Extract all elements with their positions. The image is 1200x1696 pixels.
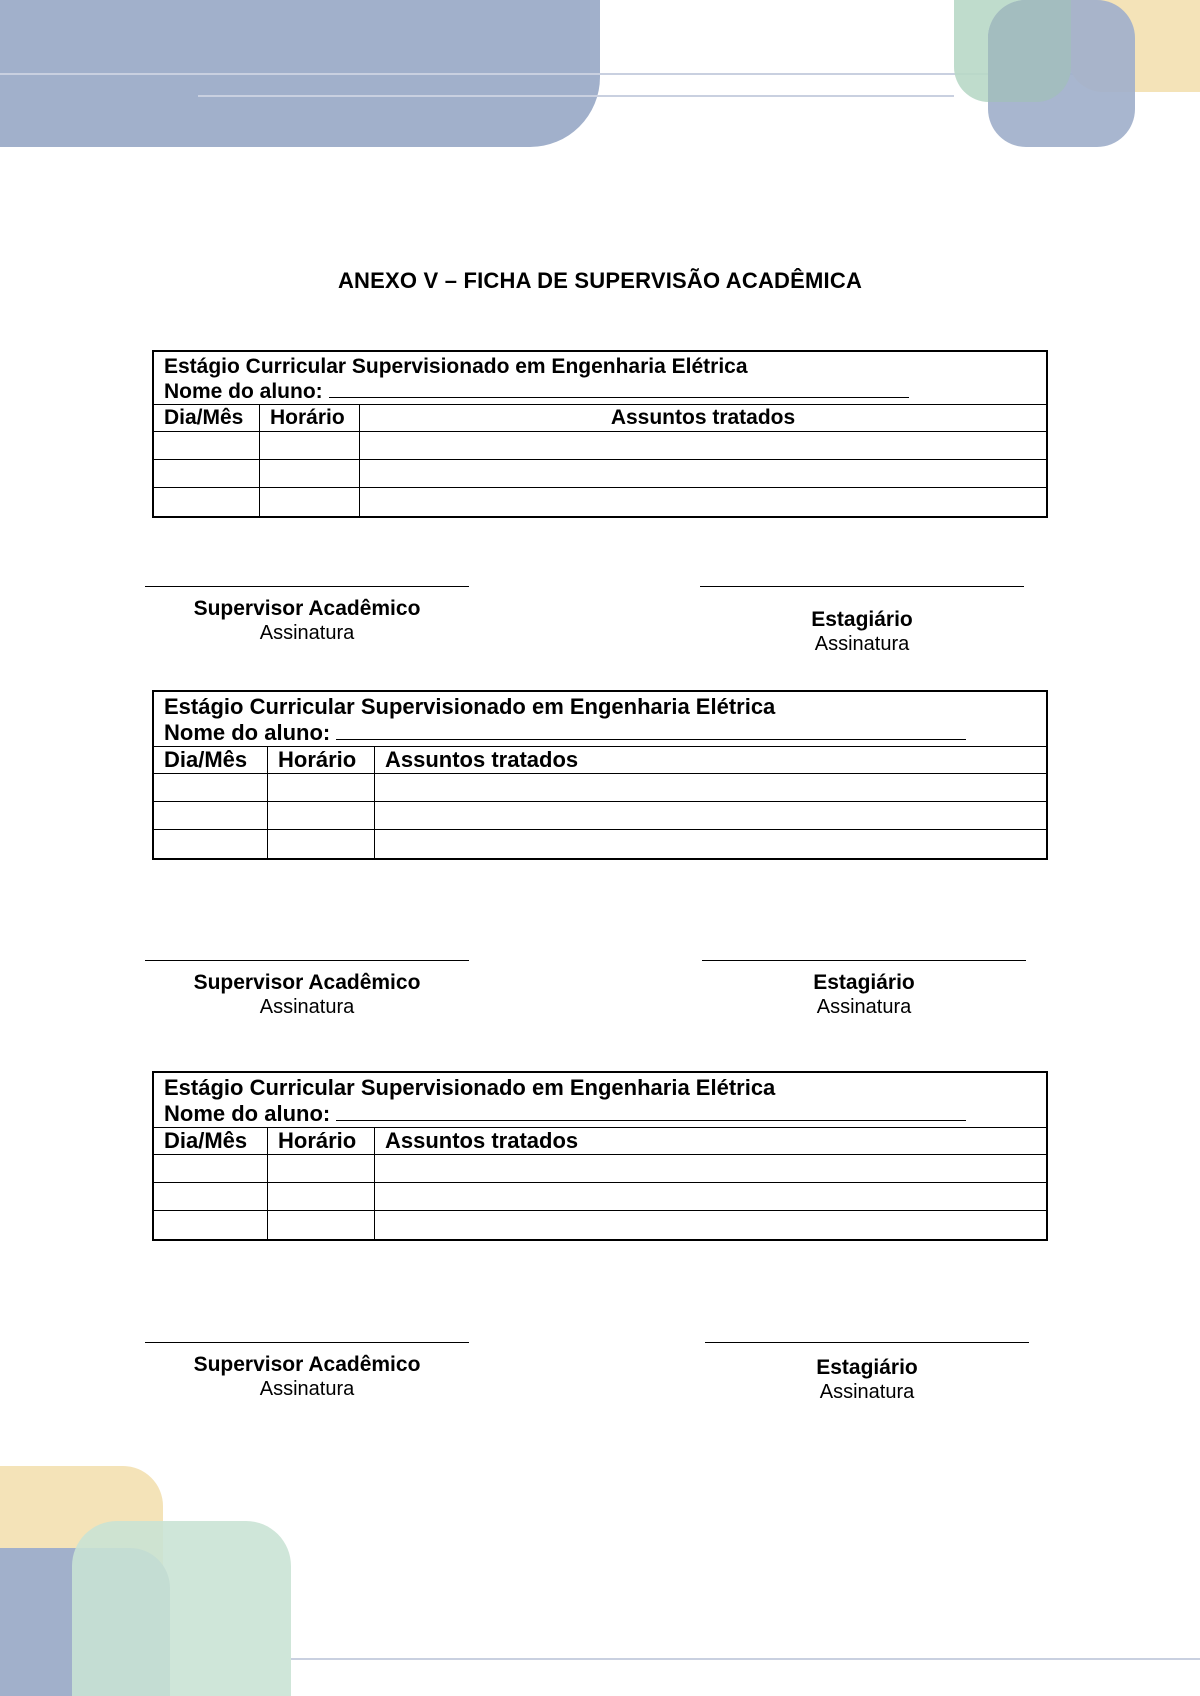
table-row — [154, 1211, 1046, 1239]
table-row — [154, 488, 1046, 516]
subjects-cell[interactable] — [360, 488, 1046, 516]
signature-caption: Assinatura — [814, 633, 910, 655]
form-header — [154, 692, 1046, 747]
signature-role: Supervisor Acadêmico — [193, 597, 421, 620]
form-heading: Estágio Curricular Supervisionado em Engenharia Elétrica — [164, 1075, 776, 1100]
table-row — [154, 802, 1046, 830]
col-day-header: Dia/Mês — [154, 1128, 268, 1154]
signature-line[interactable] — [145, 1342, 469, 1343]
time-cell[interactable] — [260, 460, 360, 487]
form-header — [154, 1073, 1046, 1128]
form-table — [154, 405, 1046, 516]
form-heading: Estágio Curricular Supervisionado em Engenharia Elétrica — [164, 355, 748, 378]
table-row — [154, 830, 1046, 858]
col-time-header: Horário — [260, 405, 360, 431]
subjects-cell[interactable] — [375, 774, 1046, 801]
time-cell[interactable] — [260, 432, 360, 459]
signature-line[interactable] — [702, 960, 1026, 961]
signature-role: Supervisor Acadêmico — [193, 971, 421, 994]
day-cell[interactable] — [154, 460, 260, 487]
form-table — [154, 1128, 1046, 1239]
day-cell[interactable] — [154, 432, 260, 459]
signature-line[interactable] — [700, 586, 1024, 587]
table-row — [154, 432, 1046, 460]
day-cell[interactable] — [154, 1211, 268, 1239]
signature-caption: Assinatura — [259, 996, 355, 1018]
table-header-row — [154, 405, 1046, 432]
table-row — [154, 1183, 1046, 1211]
signature-supervisor-1 — [145, 586, 469, 645]
signature-role: Estagiário — [811, 608, 913, 631]
decor-bottom-line — [291, 1658, 1200, 1660]
subjects-cell[interactable] — [375, 802, 1046, 829]
time-cell[interactable] — [268, 802, 375, 829]
subjects-cell[interactable] — [375, 1211, 1046, 1239]
time-cell[interactable] — [260, 488, 360, 516]
supervision-form-2 — [152, 690, 1048, 860]
col-time-header: Horário — [268, 1128, 375, 1154]
day-cell[interactable] — [154, 1155, 268, 1182]
signature-role: Estagiário — [816, 1356, 918, 1379]
time-cell[interactable] — [268, 774, 375, 801]
decor-top-line-inner — [198, 95, 954, 97]
subjects-cell[interactable] — [360, 432, 1046, 459]
table-row — [154, 774, 1046, 802]
time-cell[interactable] — [268, 1155, 375, 1182]
table-header-row — [154, 1128, 1046, 1155]
col-time-header: Horário — [268, 747, 375, 773]
table-row — [154, 460, 1046, 488]
student-name-row — [164, 379, 1036, 404]
subjects-cell[interactable] — [360, 460, 1046, 487]
student-name-label: Nome do aluno: — [164, 380, 323, 403]
student-name-row — [164, 720, 1036, 746]
day-cell[interactable] — [154, 802, 268, 829]
student-name-field[interactable] — [336, 721, 966, 740]
signature-role: Supervisor Acadêmico — [193, 1353, 421, 1376]
student-name-row — [164, 1101, 1036, 1127]
signature-supervisor-3 — [145, 1342, 469, 1401]
table-row — [154, 1155, 1046, 1183]
subjects-cell[interactable] — [375, 1183, 1046, 1210]
col-day-header: Dia/Mês — [154, 405, 260, 431]
table-header-row — [154, 747, 1046, 774]
signature-caption: Assinatura — [816, 996, 912, 1018]
signature-intern-3 — [705, 1342, 1029, 1404]
col-subjects-header: Assuntos tratados — [385, 747, 579, 772]
signature-intern-2 — [702, 960, 1026, 1019]
form-table — [154, 747, 1046, 858]
subjects-cell[interactable] — [375, 1155, 1046, 1182]
form-heading: Estágio Curricular Supervisionado em Engenharia Elétrica — [164, 694, 776, 719]
student-name-field[interactable] — [336, 1102, 966, 1121]
signature-line[interactable] — [145, 586, 469, 587]
day-cell[interactable] — [154, 1183, 268, 1210]
col-subjects-header: Assuntos tratados — [385, 1128, 579, 1153]
page-title: ANEXO V – FICHA DE SUPERVISÃO ACADÊMICA — [337, 268, 863, 293]
time-cell[interactable] — [268, 1183, 375, 1210]
decor-bottom-green-shape — [72, 1521, 291, 1696]
student-name-label: Nome do aluno: — [164, 720, 331, 745]
signature-role: Estagiário — [813, 971, 915, 994]
supervision-form-1 — [152, 350, 1048, 518]
day-cell[interactable] — [154, 830, 268, 858]
signature-line[interactable] — [705, 1342, 1029, 1343]
signature-caption: Assinatura — [819, 1381, 915, 1403]
form-header — [154, 352, 1046, 405]
time-cell[interactable] — [268, 830, 375, 858]
day-cell[interactable] — [154, 774, 268, 801]
signature-caption: Assinatura — [259, 1378, 355, 1400]
student-name-field[interactable] — [329, 379, 909, 398]
decor-top-overlap-shape — [988, 0, 1071, 102]
day-cell[interactable] — [154, 488, 260, 516]
signature-supervisor-2 — [145, 960, 469, 1019]
subjects-cell[interactable] — [375, 830, 1046, 858]
student-name-label: Nome do aluno: — [164, 1101, 331, 1126]
col-day-header: Dia/Mês — [154, 747, 268, 773]
col-subjects-header: Assuntos tratados — [610, 406, 796, 429]
signature-line[interactable] — [145, 960, 469, 961]
time-cell[interactable] — [268, 1211, 375, 1239]
signature-caption: Assinatura — [259, 622, 355, 644]
supervision-form-3 — [152, 1071, 1048, 1241]
signature-intern-1 — [700, 586, 1024, 656]
